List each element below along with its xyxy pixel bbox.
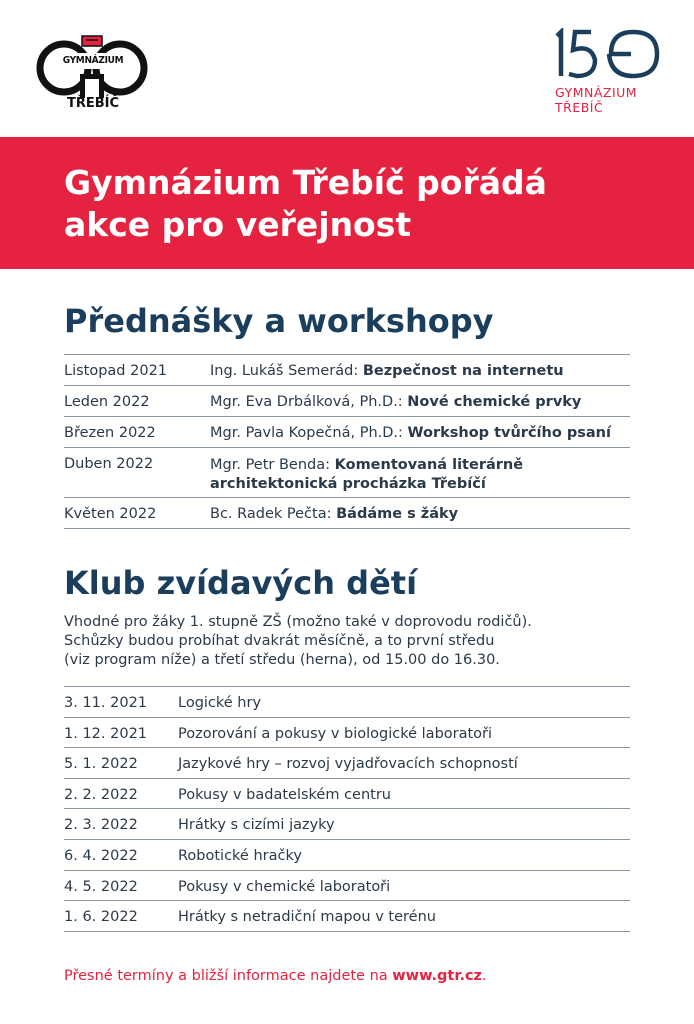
lecture-topic-cont: architektonická procházka Třebíčí [210, 476, 486, 492]
banner-title-line1: Gymnázium Třebíč pořádá [64, 163, 547, 202]
footer-note [64, 968, 487, 984]
club-intro-line: Schůzky budou probíhat dvakrát měsíčně, a to první středu [64, 633, 495, 649]
club-intro-line: (viz program níže) a třetí středu (herna), od 15.00 do 16.30. [64, 652, 500, 668]
table-row [64, 871, 630, 902]
club-date: 2. 3. 2022 [64, 817, 138, 834]
club-event: Pozorování a pokusy v biologické laboratoři [178, 725, 493, 742]
logo-right-line1: GYMNÁZIUM [555, 85, 638, 100]
footer-link[interactable]: www.gtr.cz [392, 968, 482, 984]
lecture-speaker: Bc. Radek Pečta: [210, 506, 332, 522]
club-intro-line: Vhodné pro žáky 1. stupně ZŠ (možno také v doprovodu rodičů). [64, 614, 532, 630]
lecture-topic: Komentovaná literárně [334, 457, 524, 473]
logo-left-city: TŘEBÍČ [66, 96, 120, 111]
table-row [64, 748, 630, 779]
table-row [64, 498, 630, 529]
club-table [64, 686, 630, 932]
footer-end: . [482, 968, 487, 984]
club-date: 3. 11. 2021 [64, 695, 148, 711]
lecture-date: Listopad 2021 [64, 363, 168, 379]
club-heading: Klub zvídavých dětí [64, 564, 418, 602]
lecture-topic: Bezpečnost na internetu [362, 363, 564, 379]
club-event: Pokusy v badatelském centru [178, 786, 391, 803]
lecture-topic: Workshop tvůrčího psaní [407, 425, 611, 441]
club-date: 6. 4. 2022 [64, 847, 138, 864]
anniversary-logo [553, 28, 663, 118]
table-row [64, 840, 630, 871]
school-logo-left [36, 34, 148, 116]
logo-left-brand: GYMNÁZIUM [62, 55, 124, 66]
club-date: 2. 2. 2022 [64, 786, 138, 803]
club-event: Jazykové hry – rozvoj vyjadřovacích schopností [178, 756, 518, 773]
lecture-desc [210, 506, 458, 522]
table-row [64, 809, 630, 840]
lecture-desc [210, 425, 611, 441]
lecture-date: Leden 2022 [64, 394, 150, 410]
club-date: 1. 6. 2022 [64, 909, 138, 926]
lectures-table [64, 354, 630, 529]
club-event: Hrátky s netradiční mapou v terénu [178, 909, 436, 926]
club-event: Hrátky s cizími jazyky [178, 817, 335, 834]
lecture-speaker: Mgr. Pavla Kopečná, Ph.D.: [210, 425, 403, 441]
lecture-desc [210, 394, 581, 410]
anniversary-150-icon [553, 28, 663, 84]
lecture-speaker: Ing. Lukáš Semerád: [210, 363, 359, 379]
lecture-date: Duben 2022 [64, 456, 154, 472]
club-event: Logické hry [178, 695, 262, 711]
lecture-topic: Nové chemické prvky [407, 394, 582, 410]
club-date: 4. 5. 2022 [64, 878, 138, 895]
club-intro [64, 613, 644, 670]
lecture-topic: Bádáme s žáky [336, 506, 459, 522]
club-event: Robotické hračky [178, 847, 302, 864]
club-event: Pokusy v chemické laboratoři [178, 878, 391, 895]
banner-title-line2: akce pro veřejnost [64, 205, 412, 244]
table-row [64, 901, 630, 932]
footer-text: Přesné termíny a bližší informace najdete na [64, 968, 388, 984]
club-date: 1. 12. 2021 [64, 725, 148, 742]
lecture-speaker: Mgr. Eva Drbálková, Ph.D.: [210, 394, 403, 410]
table-row [64, 355, 630, 386]
table-row [64, 779, 630, 810]
table-row [64, 417, 630, 448]
lectures-heading: Přednášky a workshopy [64, 302, 494, 340]
table-row [64, 718, 630, 749]
lecture-date: Květen 2022 [64, 506, 157, 522]
club-date: 5. 1. 2022 [64, 756, 138, 773]
lecture-date: Březen 2022 [64, 425, 156, 441]
table-row [64, 448, 630, 498]
table-row [64, 687, 630, 718]
lecture-desc [210, 456, 523, 494]
lecture-desc [210, 363, 564, 379]
logo-right-line2: TŘEBÍČ [555, 100, 604, 115]
lecture-speaker: Mgr. Petr Benda: [210, 457, 331, 473]
banner-title [64, 162, 664, 246]
table-row [64, 386, 630, 417]
